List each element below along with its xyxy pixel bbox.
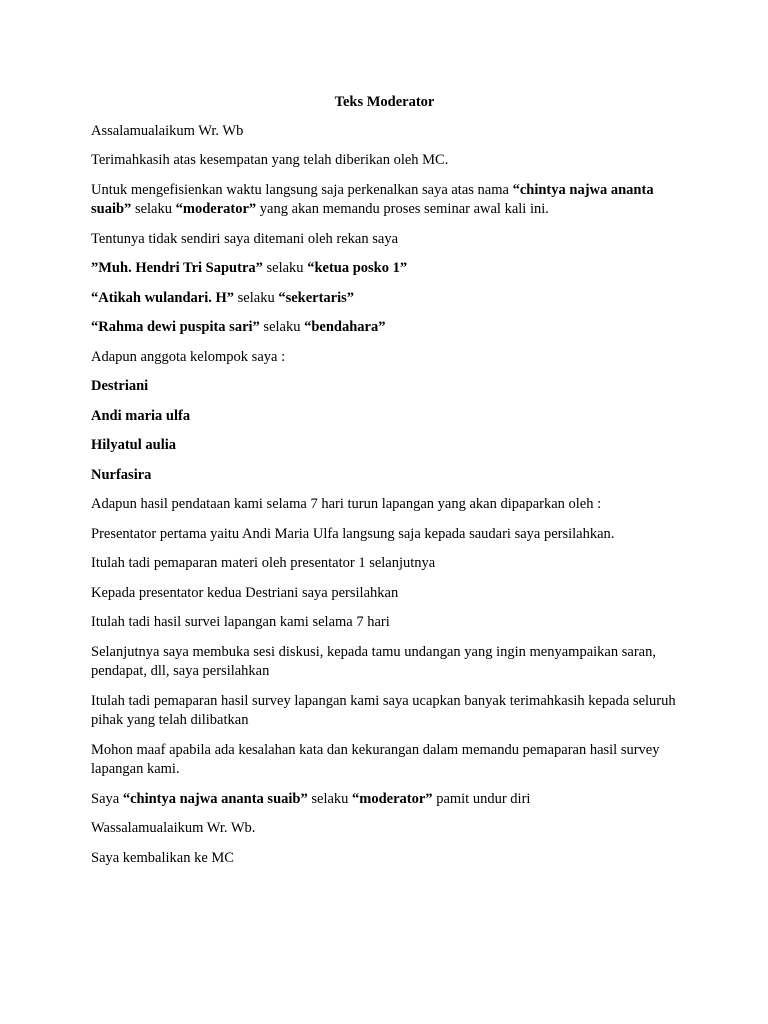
team-line-secretary — [91, 289, 691, 309]
team-member-name: “Atikah wulandari. H” — [91, 289, 235, 306]
team-member-role: “bendahara” — [304, 319, 386, 335]
intro-paragraph — [91, 181, 691, 220]
moderator-role: “moderator” — [352, 790, 433, 807]
member-name — [91, 436, 691, 456]
team-member-role: “ketua posko 1” — [307, 260, 408, 276]
moderator-name: “chintya najwa ananta suaib” — [122, 790, 308, 807]
team-intro: Tentunya tidak sendiri saya ditemani oleh rekan saya — [91, 230, 399, 247]
document-body — [91, 93, 691, 878]
body-paragraph: Presentator pertama yaitu Andi Maria Ulfa langsung saja kepada saudari saya persilahkan. — [91, 525, 615, 542]
team-selaku: selaku — [259, 319, 305, 335]
body-paragraph: Itulah tadi pemaparan materi oleh presentator 1 selanjutnya — [91, 555, 436, 571]
team-member-name: ”Muh. Hendri Tri Saputra” — [91, 260, 263, 276]
moderator-role: “moderator” — [175, 201, 257, 217]
body-paragraph: Mohon maaf apabila ada kesalahan kata dan kekurangan dalam memandu pemaparan hasil survey lapangan kami. — [91, 741, 660, 777]
member-name-text: Nurfasira — [91, 466, 152, 483]
team-line-treasurer — [91, 318, 691, 338]
team-member-role: “sekertaris” — [278, 289, 355, 306]
moderator-name: “chintya najwa ananta suaib” — [91, 181, 654, 217]
body-paragraph: Selanjutnya saya membuka sesi diskusi, kepada tamu undangan yang ingin menyampaikan saran, pendapat, dll, saya persilahkan — [91, 643, 656, 679]
farewell-paragraph — [91, 790, 691, 810]
document-title: Teks Moderator — [334, 94, 435, 110]
member-name — [91, 466, 691, 486]
intro-rest: yang akan memandu proses seminar awal kali ini. — [256, 201, 549, 217]
member-name-text: Andi maria ulfa — [91, 407, 191, 424]
team-selaku: selaku — [234, 289, 279, 306]
farewell-text: Saya — [91, 790, 123, 807]
body-paragraph: Kepada presentator kedua Destriani saya persilahkan — [91, 584, 399, 601]
team-line-chair — [91, 259, 691, 279]
farewell-selaku: selaku — [307, 790, 353, 807]
thanks-line: Terimahkasih atas kesempatan yang telah diberikan oleh MC. — [91, 152, 449, 168]
team-member-name: “Rahma dewi puspita sari” — [91, 319, 260, 335]
member-name — [91, 407, 691, 427]
members-intro: Adapun anggota kelompok saya : — [91, 348, 286, 365]
greeting: Assalamualaikum Wr. Wb — [91, 122, 244, 139]
member-name — [91, 377, 691, 397]
member-name-text: Destriani — [91, 378, 149, 394]
body-paragraph: Itulah tadi pemaparan hasil survey lapangan kami saya ucapkan banyak terimahkasih kepada seluruh pihak yang telah dilibatkan — [91, 692, 676, 728]
member-name-text: Hilyatul aulia — [91, 437, 177, 453]
closing-greeting: Wassalamualaikum Wr. Wb. — [91, 820, 256, 836]
body-paragraph: Adapun hasil pendataan kami selama 7 hari turun lapangan yang akan dipaparkan oleh : — [91, 496, 602, 512]
body-paragraph: Itulah tadi hasil survei lapangan kami selama 7 hari — [91, 614, 390, 630]
intro-selaku: selaku — [131, 201, 176, 217]
farewell-rest: pamit undur diri — [432, 790, 531, 807]
handback-line: Saya kembalikan ke MC — [91, 849, 234, 866]
team-selaku: selaku — [262, 260, 308, 276]
intro-text: Untuk mengefisienkan waktu langsung saja perkenalkan saya atas nama — [91, 181, 513, 198]
